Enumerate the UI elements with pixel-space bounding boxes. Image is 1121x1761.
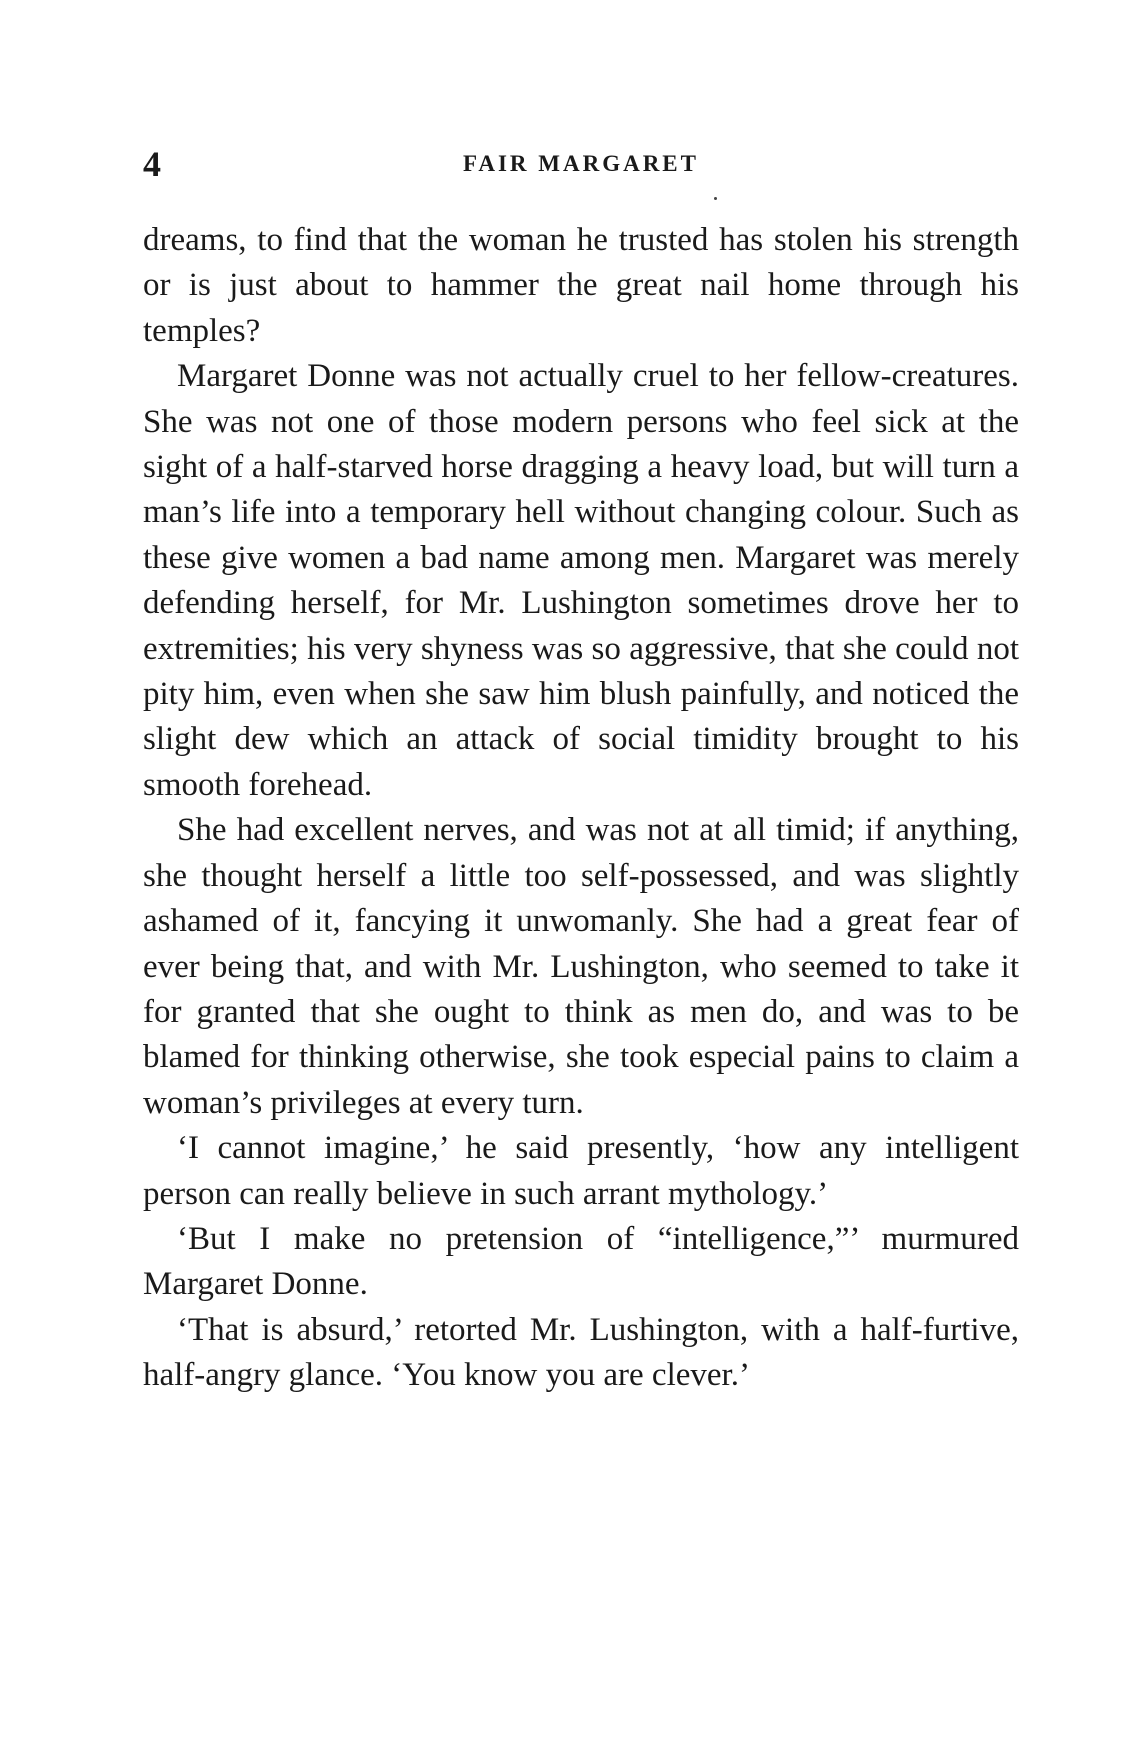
paragraph: ‘But I make no pretension of “intelligence,”’ murmured Margaret Donne.	[143, 1220, 1019, 1303]
paragraph: Margaret Donne was not actually cruel to her fellow-creatures. She was not one of those modern persons who feel sick at the sight of a half-starved horse dragging a heavy load, but will turn a man’s life into a temporary hell without changing colour. Such as these give women a bad name among men. Margaret was merely defending herself, for Mr. Lushington sometimes drove her to extremities; his very shyness was so aggressive, that she could not pity him, even when she saw him blush painfully, and noticed the slight dew which an attack of social timidity brought to his smooth forehead.	[143, 358, 1019, 803]
print-speck	[714, 197, 717, 200]
paragraph: ‘I cannot imagine,’ he said presently, ‘how any intelligent person can really believe in such arrant mythology.’	[143, 1130, 1019, 1212]
page-number: 4	[143, 144, 161, 184]
paragraph: ‘That is absurd,’ retorted Mr. Lushington, with a half-furtive, half-angry glance. ‘You know you are clever.’	[143, 1311, 1019, 1394]
body-text	[143, 218, 1019, 1399]
paragraph: dreams, to find that the woman he trusted has stolen his strength or is just about to hammer the great nail home through his temples?	[143, 222, 1019, 349]
running-head	[143, 140, 1019, 188]
paragraph: She had excellent nerves, and was not at all timid; if anything, she thought herself a little too self-possessed, and was slightly ashamed of it, fancying it unwomanly. She had a great fear of ever being that, and with Mr. Lushington, who seemed to take it for granted that she ought to think as men do, and was to be blamed for thinking otherwise, she took especial pains to claim a woman’s privileges at every turn.	[143, 812, 1019, 1121]
running-title: FAIR MARGARET	[463, 151, 699, 176]
